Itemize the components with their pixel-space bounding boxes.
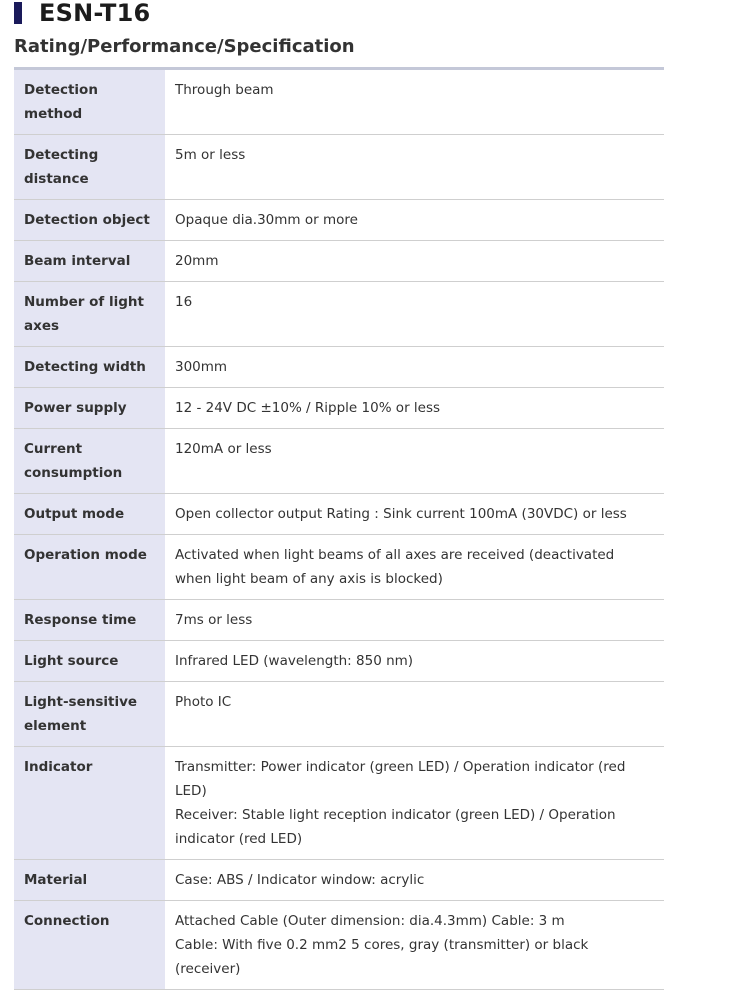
spec-value-line: Receiver: Stable light reception indicator (green LED) / Operation indicator (red LED) xyxy=(175,807,616,847)
spec-label: Detecting distance xyxy=(14,135,165,200)
spec-row xyxy=(14,135,664,200)
title-row xyxy=(14,0,150,26)
page-title: ESN-T16 xyxy=(39,0,151,27)
spec-label: Operation mode xyxy=(14,535,165,600)
spec-row xyxy=(14,282,664,347)
spec-row xyxy=(14,494,664,535)
spec-value-line: 12 - 24V DC ±10% / Ripple 10% or less xyxy=(175,400,441,416)
spec-label: Indicator xyxy=(14,747,165,860)
spec-label: Light-sensitive element xyxy=(14,682,165,747)
spec-value-line: Open collector output Rating : Sink current 100mA (30VDC) or less xyxy=(175,506,627,522)
spec-label: Detection method xyxy=(14,69,165,135)
title-accent-bar xyxy=(14,2,22,24)
spec-label: Output mode xyxy=(14,494,165,535)
spec-table-body xyxy=(14,69,664,990)
spec-value-line: Infrared LED (wavelength: 850 nm) xyxy=(175,653,414,669)
spec-value xyxy=(165,200,664,241)
spec-value-line: 20mm xyxy=(175,253,219,269)
spec-label: Connection xyxy=(14,901,165,990)
spec-row xyxy=(14,241,664,282)
spec-value-line: Opaque dia.30mm or more xyxy=(175,212,358,228)
spec-row xyxy=(14,200,664,241)
spec-value xyxy=(165,429,664,494)
spec-label: Response time xyxy=(14,600,165,641)
spec-table xyxy=(14,67,664,990)
spec-value xyxy=(165,282,664,347)
spec-label: Power supply xyxy=(14,388,165,429)
spec-row xyxy=(14,388,664,429)
spec-value xyxy=(165,69,664,135)
spec-row xyxy=(14,641,664,682)
spec-label: Number of light axes xyxy=(14,282,165,347)
spec-value-line: 7ms or less xyxy=(175,612,253,628)
spec-value xyxy=(165,901,664,990)
spec-value xyxy=(165,641,664,682)
spec-value-line: Photo IC xyxy=(175,694,232,710)
spec-label: Material xyxy=(14,860,165,901)
spec-value-line: Transmitter: Power indicator (green LED) / Operation indicator (red LED) xyxy=(175,759,626,799)
spec-value-line: 5m or less xyxy=(175,147,246,163)
spec-value-line: 120mA or less xyxy=(175,441,272,457)
spec-value xyxy=(165,241,664,282)
spec-value xyxy=(165,535,664,600)
spec-value xyxy=(165,388,664,429)
spec-row xyxy=(14,600,664,641)
spec-row xyxy=(14,69,664,135)
spec-row xyxy=(14,860,664,901)
spec-value-line: 16 xyxy=(175,294,193,310)
spec-row xyxy=(14,429,664,494)
spec-row xyxy=(14,901,664,990)
spec-label: Detecting width xyxy=(14,347,165,388)
spec-row xyxy=(14,535,664,600)
spec-value-line: Activated when light beams of all axes are received (deactivated when light beam of any axis is blocked) xyxy=(175,547,615,587)
spec-label: Detection object xyxy=(14,200,165,241)
spec-row xyxy=(14,682,664,747)
spec-value xyxy=(165,860,664,901)
spec-row xyxy=(14,747,664,860)
section-heading: Rating/Performance/Specification xyxy=(14,36,355,57)
spec-row xyxy=(14,347,664,388)
spec-value xyxy=(165,135,664,200)
spec-value xyxy=(165,682,664,747)
spec-value xyxy=(165,600,664,641)
spec-value-line: Through beam xyxy=(175,82,274,98)
spec-label: Light source xyxy=(14,641,165,682)
spec-value-line: 300mm xyxy=(175,359,228,375)
spec-value-line: Attached Cable (Outer dimension: dia.4.3mm) Cable: 3 m xyxy=(175,913,565,929)
spec-label: Current consumption xyxy=(14,429,165,494)
spec-value-line: Case: ABS / Indicator window: acrylic xyxy=(175,872,425,888)
spec-value xyxy=(165,747,664,860)
spec-value-line: Cable: With five 0.2 mm2 5 cores, gray (transmitter) or black (receiver) xyxy=(175,937,589,977)
spec-value xyxy=(165,347,664,388)
spec-value xyxy=(165,494,664,535)
spec-label: Beam interval xyxy=(14,241,165,282)
